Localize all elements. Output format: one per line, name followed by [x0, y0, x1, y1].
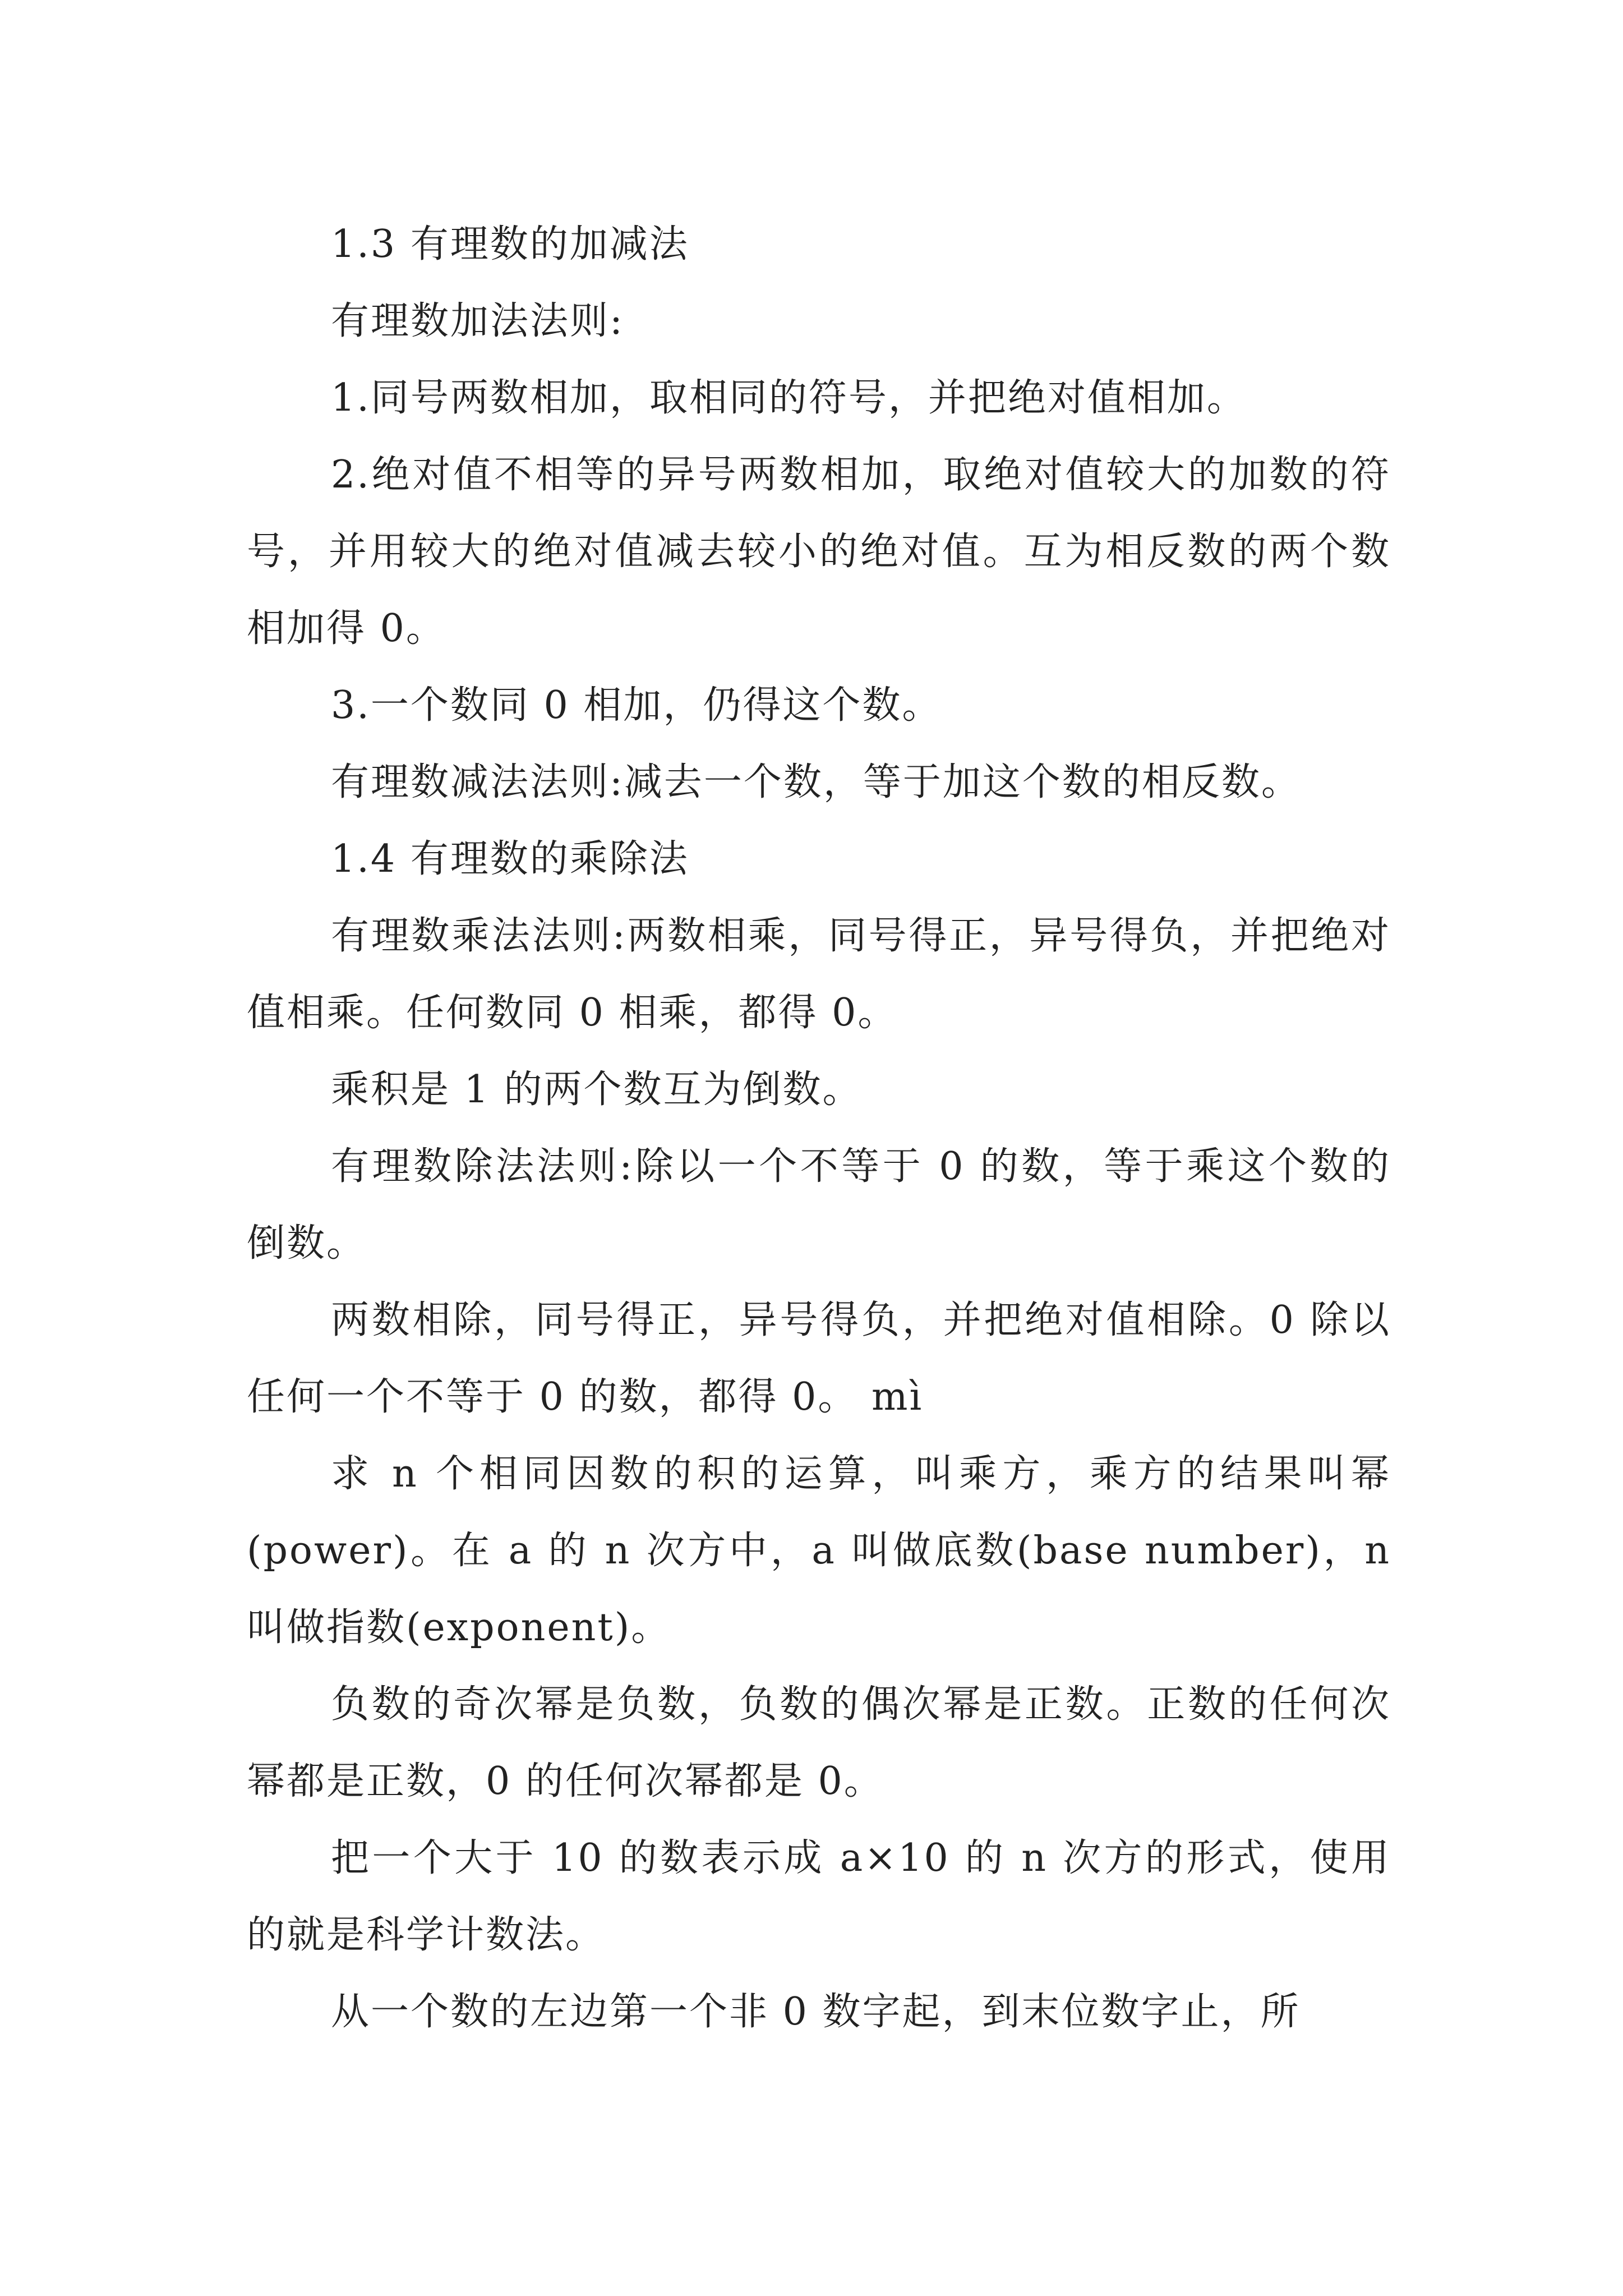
paragraph: 把一个大于 10 的数表示成 a×10 的 n 次方的形式，使用的就是科学计数法。	[247, 1836, 1391, 1957]
paragraph: 1.同号两数相加，取相同的符号，并把绝对值相加。	[331, 376, 1247, 420]
document-body	[247, 206, 1391, 2050]
paragraph: 两数相除，同号得正，异号得负，并把绝对值相除。0 除以任何一个不等于 0 的数，都得 0。 mì	[247, 1298, 1391, 1419]
paragraph: 有理数除法法则:除以一个不等于 0 的数，等于乘这个数的倒数。	[247, 1144, 1391, 1266]
paragraph: 2.绝对值不相等的异号两数相加，取绝对值较大的加数的符号，并用较大的绝对值减去较小的绝对值。互为相反数的两个数相加得 0。	[247, 453, 1391, 651]
section-heading-1-4: 1.4 有理数的乘除法	[331, 837, 689, 881]
paragraph: 有理数加法法则:	[331, 299, 624, 343]
section-heading-1-3: 1.3 有理数的加减法	[331, 222, 689, 266]
paragraph: 有理数乘法法则:两数相乘，同号得正，异号得负，并把绝对值相乘。任何数同 0 相乘，都得 0。	[247, 914, 1391, 1035]
paragraph: 有理数减法法则:减去一个数，等于加这个数的相反数。	[331, 760, 1301, 804]
paragraph: 从一个数的左边第一个非 0 数字起，到末位数字止，所	[331, 1990, 1301, 2034]
paragraph: 求 n 个相同因数的积的运算，叫乘方，乘方的结果叫幂(power)。在 a 的 n 次方中，a 叫做底数(base number)，n 叫做指数(exponent)。	[247, 1452, 1391, 1650]
paragraph: 负数的奇次幂是负数，负数的偶次幂是正数。正数的任何次幂都是正数，0 的任何次幂都是 0。	[247, 1682, 1391, 1803]
paragraph: 乘积是 1 的两个数互为倒数。	[331, 1068, 863, 1112]
paragraph: 3.一个数同 0 相加，仍得这个数。	[331, 683, 942, 728]
